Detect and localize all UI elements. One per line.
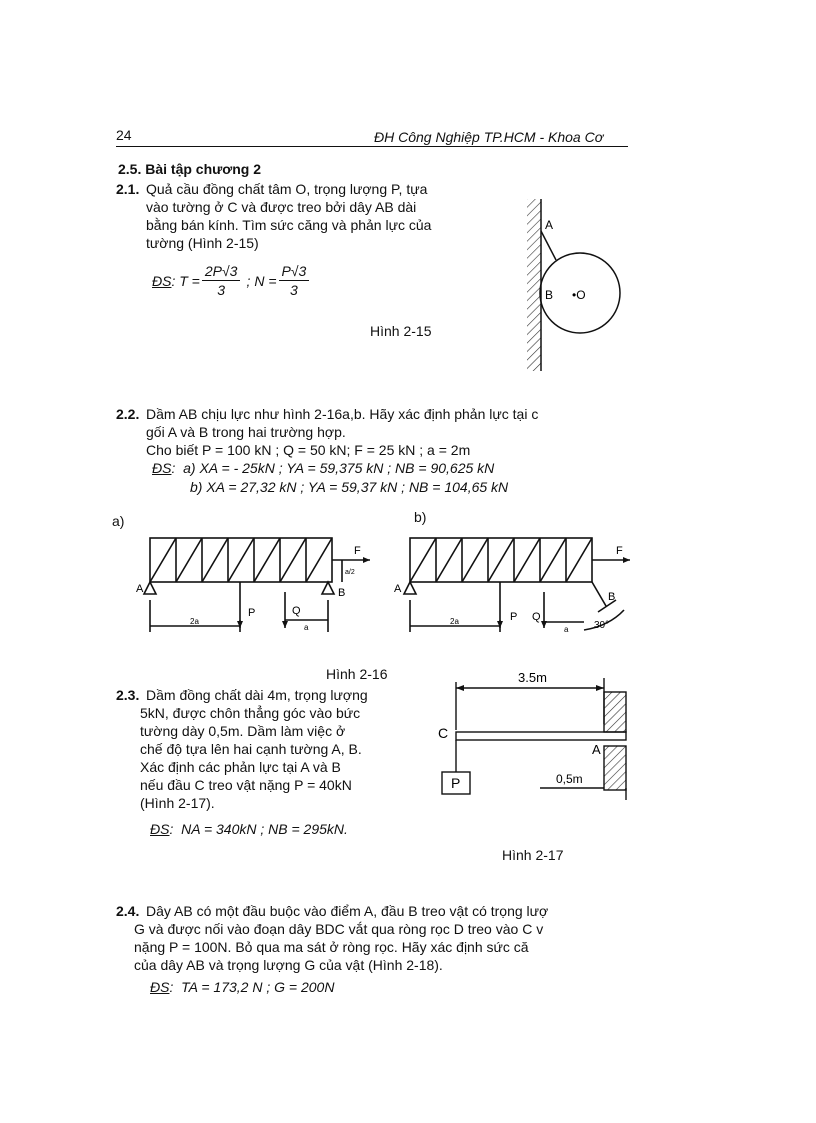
n-numerator: P√3 xyxy=(279,262,310,281)
n-fraction xyxy=(279,262,310,299)
n-lhs: N = xyxy=(254,272,277,289)
problem-2-1-line: Quả cầu đồng chất tâm O, trọng lượng P, tựa xyxy=(146,181,428,197)
label-a: A xyxy=(136,583,144,595)
inclined-support-b xyxy=(592,582,606,606)
figure-2-15-caption: Hình 2-15 xyxy=(370,323,432,339)
label-half-a: a/2 xyxy=(345,569,355,576)
problem-2-4-label: 2.4. xyxy=(116,903,140,919)
wall-lower xyxy=(604,746,626,790)
answer-a-text: a) XA = - 25kN ; YA = 59,375 kN ; NB = 90,625 kN xyxy=(183,460,495,476)
problem-2-2-answer-b: b) XA = 27,32 kN ; YA = 59,37 kN ; NB = 104,65 kN xyxy=(190,479,509,495)
separator: ; xyxy=(246,272,251,289)
label-b: B xyxy=(545,288,554,302)
problem-2-3-line: 5kN, được chôn thẳng góc vào bức xyxy=(140,705,361,721)
support-a-b xyxy=(404,582,416,594)
label-a: A xyxy=(545,218,554,232)
figure-2-16b-label: b) xyxy=(414,509,427,525)
figure-2-16a-label: a) xyxy=(112,513,125,529)
label-a-dim: a xyxy=(304,623,309,632)
figure-2-17-caption: Hình 2-17 xyxy=(502,847,564,863)
label-f: F xyxy=(354,545,361,557)
figure-2-15 xyxy=(505,195,635,375)
label-wall: 0,5m xyxy=(556,772,583,786)
problem-2-3-label: 2.3. xyxy=(116,687,140,703)
problem-2-4-line: Dây AB có một đầu buộc vào điểm A, đầu B treo vật có trọng lượ xyxy=(146,903,549,919)
problem-2-2-line: gối A và B trong hai trường hợp. xyxy=(146,424,346,440)
n-denominator: 3 xyxy=(290,282,298,298)
figure-2-17 xyxy=(432,668,632,808)
label-a-dim: a xyxy=(564,625,569,634)
figure-2-16a xyxy=(120,530,380,640)
label-a: A xyxy=(592,742,601,757)
answer-text: TA = 173,2 N ; G = 200N xyxy=(181,979,335,995)
problem-2-1-label: 2.1. xyxy=(116,181,140,197)
problem-2-1-line: bằng bán kính. Tìm sức căng và phản lực của xyxy=(146,217,432,233)
label-a: A xyxy=(394,583,402,595)
wall-upper xyxy=(604,692,626,732)
problem-2-1-line: vào tường ở C và được treo bởi dây AB dài xyxy=(146,199,417,215)
problem-2-2-line: Dầm AB chịu lực như hình 2-16a,b. Hãy xác định phản lực tại c xyxy=(146,406,539,422)
wall-hatching xyxy=(527,199,541,371)
problem-2-4-line: của dây AB và trọng lượng G của vật (Hình 2-18). xyxy=(134,957,443,973)
answer-label: ĐS xyxy=(150,821,170,837)
label-f: F xyxy=(616,545,623,557)
figure-2-16-caption: Hình 2-16 xyxy=(326,666,388,682)
problem-2-2-label: 2.2. xyxy=(116,406,140,422)
problem-2-4-line: G và được nối vào đoạn dây BDC vắt qua ròng rọc D treo vào C v xyxy=(134,921,544,937)
answer-label: ĐS xyxy=(152,460,172,476)
answer-text: NA = 340kN ; NB = 295kN. xyxy=(181,821,348,837)
problem-2-1-answer: ĐS : T = $\frac{2P√3}{3}$ ; N = $\frac{P√3}{3}$ xyxy=(152,262,311,299)
beam xyxy=(456,732,626,740)
t-numerator: 2P√3 xyxy=(202,262,241,281)
running-header: ĐH Công Nghiệp TP.HCM - Khoa Cơ xyxy=(374,129,604,145)
problem-2-3-line: Xác định các phản lực tại A và B xyxy=(140,759,341,775)
problem-2-2-answer-a: ĐS: a) XA = - 25kN ; YA = 59,375 kN ; NB = 90,625 kN xyxy=(152,460,495,476)
answer-label: ĐS xyxy=(150,979,170,995)
label-p: P xyxy=(248,607,256,619)
problem-2-4-answer: ĐS: TA = 173,2 N ; G = 200N xyxy=(150,979,335,995)
problem-2-3-line: nếu đầu C treo vật nặng P = 40kN xyxy=(140,777,352,793)
header-rule xyxy=(116,146,628,147)
label-2a: 2a xyxy=(450,617,459,626)
label-2a: 2a xyxy=(190,617,199,626)
label-length: 3.5m xyxy=(518,670,547,685)
label-b: B xyxy=(338,587,346,599)
t-fraction xyxy=(202,262,241,299)
support-a xyxy=(144,582,156,594)
label-c: C xyxy=(438,725,449,741)
problem-2-4-line: nặng P = 100N. Bỏ qua ma sát ở ròng rọc. Hãy xác định sức că xyxy=(134,939,529,955)
label-o: •O xyxy=(572,288,586,302)
problem-2-3-line: (Hình 2-17). xyxy=(140,795,215,811)
problem-2-3-line: Dầm đồng chất dài 4m, trọng lượng xyxy=(146,687,368,703)
t-denominator: 3 xyxy=(217,282,226,298)
figure-2-16b xyxy=(384,530,634,640)
support-b xyxy=(322,582,334,594)
page-number: 24 xyxy=(116,127,132,143)
t-lhs: T = xyxy=(179,272,200,289)
label-p: P xyxy=(451,775,461,791)
problem-2-2-line: Cho biết P = 100 kN ; Q = 50 kN; F = 25 kN ; a = 2m xyxy=(146,442,471,458)
problem-2-3-line: tường dày 0,5m. Dầm làm việc ở xyxy=(140,723,346,739)
label-q: Q xyxy=(532,611,541,623)
label-b: B xyxy=(608,591,616,603)
label-p: P xyxy=(510,611,518,623)
problem-2-3-answer: ĐS: NA = 340kN ; NB = 295kN. xyxy=(150,821,348,837)
label-angle: 30° xyxy=(594,620,610,631)
answer-label: ĐS xyxy=(152,272,172,289)
problem-2-3-line: chế độ tựa lên hai cạnh tường A, B. xyxy=(140,741,362,757)
problem-2-1-line: tường (Hình 2-15) xyxy=(146,235,259,251)
label-q: Q xyxy=(292,605,301,617)
rope-ab xyxy=(541,231,556,260)
section-title: 2.5. Bài tập chương 2 xyxy=(118,161,262,177)
